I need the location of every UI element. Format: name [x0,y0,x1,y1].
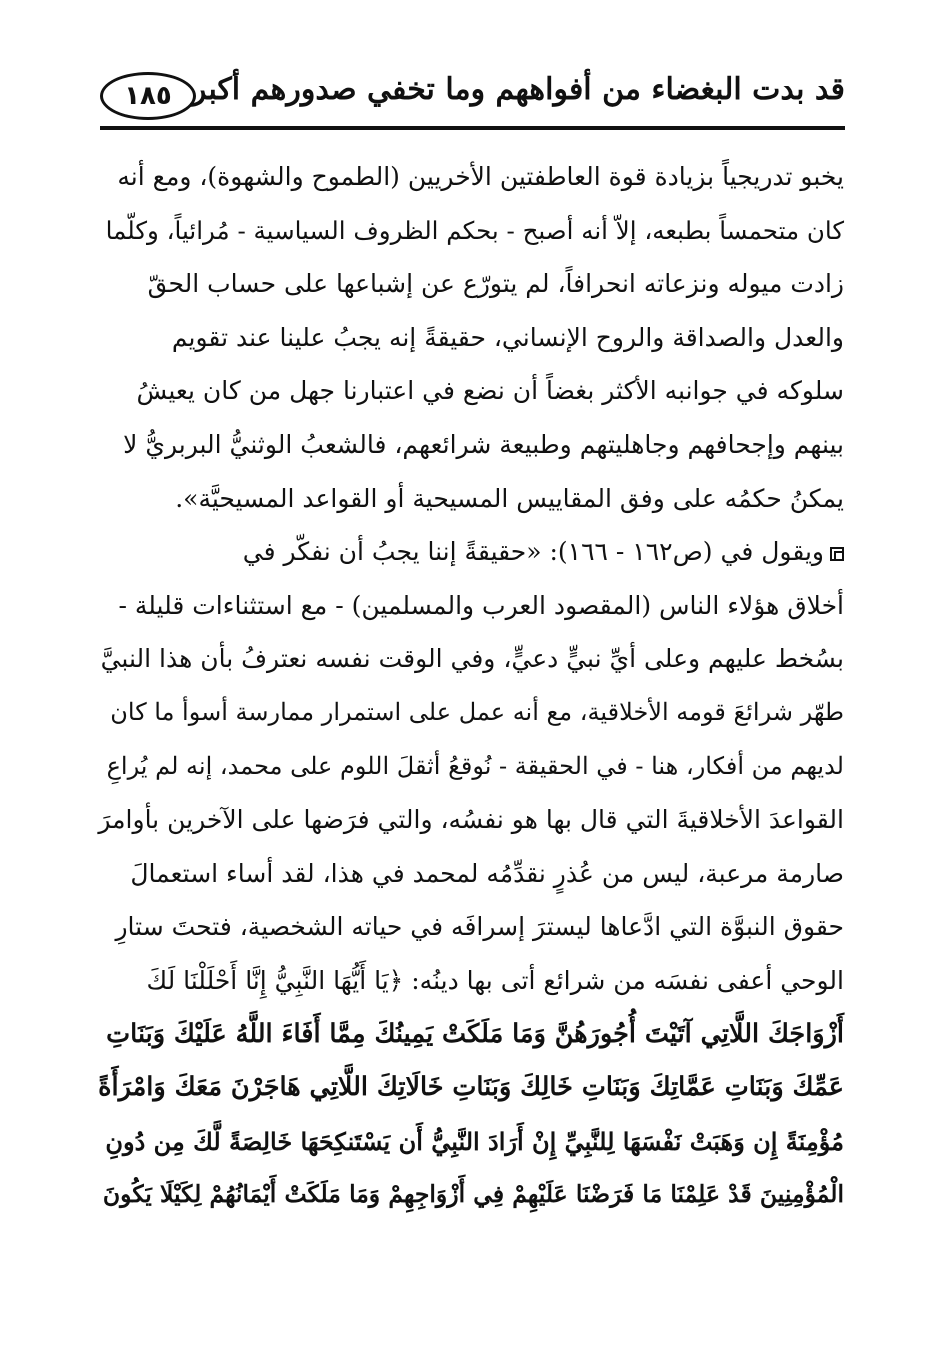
text-line: أخلاق هؤلاء الناس (المقصود العرب والمسلمين) - مع استثناءات قليلة - [118,590,844,620]
text-line: زادت ميوله ونزعاته انحرافاً، لم يتورّع عن إشباعها على حساب الحقّ [147,269,844,299]
text-line: بسُخط عليهم وعلى أيِّ نبيٍّ دعيٍّ، وفي الوقت نفسه نعترفُ بأن هذا النبيَّ [100,644,844,674]
text-line: القواعدَ الأخلاقيةَ التي قال بها هو نفسُه، والتي فرَضها على الآخرين بأوامرَ [98,805,844,835]
text-line: سلوكه في جوانبه الأكثر بغضاً أن نضع في اعتبارنا جهل من كان يعيشُ [136,376,844,406]
text-line: والعدل والصداقة والروح الإنساني، حقيقةً إنه يجبُ علينا عند تقويم [171,322,844,352]
text-line: يخبو تدريجياً بزيادة قوة العاطفتين الأخريين (الطموح والشهوة)، ومع أنه [117,162,844,191]
text-line: ويقول في (ص١٦٢ - ١٦٦): «حقيقةً إننا يجبُ أن نفكّر في [242,537,824,567]
text-line: صارمة مرعبة، ليس من عُذرٍ نقدِّمُه لمحمد في هذا، لقد أساء استعمالَ [130,858,844,888]
header-rule [100,126,845,130]
text-line: يمكنُ حكمُه على وفق المقاييس المسيحية أو القواعد المسيحيَّة». [175,483,844,513]
paragraph-start-line [96,525,844,579]
quran-verse-line: أَزْوَاجَكَ اللَّاتِي آتَيْتَ أُجُورَهُنَّ وَمَا مَلَكَتْ يَمِينُكَ مِمَّا أَفَاءَ اللَّهُ عَلَيْكَ وَبَنَاتِ [106,1018,844,1049]
running-title: قد بدت البغضاء من أفواههم وما تخفي صدورهم أكبر [191,72,845,107]
text-line: بينهم وإجحافهم وجاهليتهم وطبيعة شرائعهم، فالشعبُ الوثنيُّ البربريُّ لا [123,429,844,459]
paragraph-marker-icon [830,547,844,561]
page-number: ١٨٥ [100,72,196,120]
text-line: كان متحمساً بطبعه، إلاّ أنه أصبح - بحكم الظروف السياسية - مُرائياً، وكلّما [105,215,844,245]
quran-verse-line: مُؤْمِنَةً إِن وَهَبَتْ نَفْسَهَا لِلنَّبِيِّ إِنْ أَرَادَ النَّبِيُّ أَن يَسْتَنكِحَهَا خَالِصَةً لَّكَ مِن دُونِ [105,1126,844,1156]
quran-verse-line: عَمِّكَ وَبَنَاتِ عَمَّاتِكَ وَبَنَاتِ خَالِكَ وَبَنَاتِ خَالَاتِكَ اللَّاتِي هَاجَرْنَ مَعَكَ وَامْرَأَةً [98,1072,844,1103]
quran-verse-line: الْمُؤْمِنِينَ قَدْ عَلِمْنَا مَا فَرَضْنَا عَلَيْهِمْ فِي أَزْوَاجِهِمْ وَمَا مَلَكَتْ أَيْمَانُهُمْ لِكَيْلَا يَكُونَ [102,1180,844,1209]
text-line: لديهم من أفكار، هنا - في الحقيقة - نُوقعُ أثقلَ اللوم على محمد، إنه لم يُراعِ [106,751,844,780]
text-line: الوحي أعفى نفسَه من شرائع أتى بها دينُه: ﴿يَا أَيُّهَا النَّبِيُّ إِنَّا أَحْلَلْنَا لَكَ [146,965,844,995]
text-line: حقوق النبوَّة التي ادَّعاها ليسترَ إسرافَه في حياته الشخصية، فتحتَ ستارِ [115,912,844,942]
page-body [96,150,844,1222]
text-line: طهّر شرائعَ قومه الأخلاقية، مع أنه عمل على استمرار ممارسة أسوأ ما كان [110,697,844,726]
page-header [100,62,845,134]
